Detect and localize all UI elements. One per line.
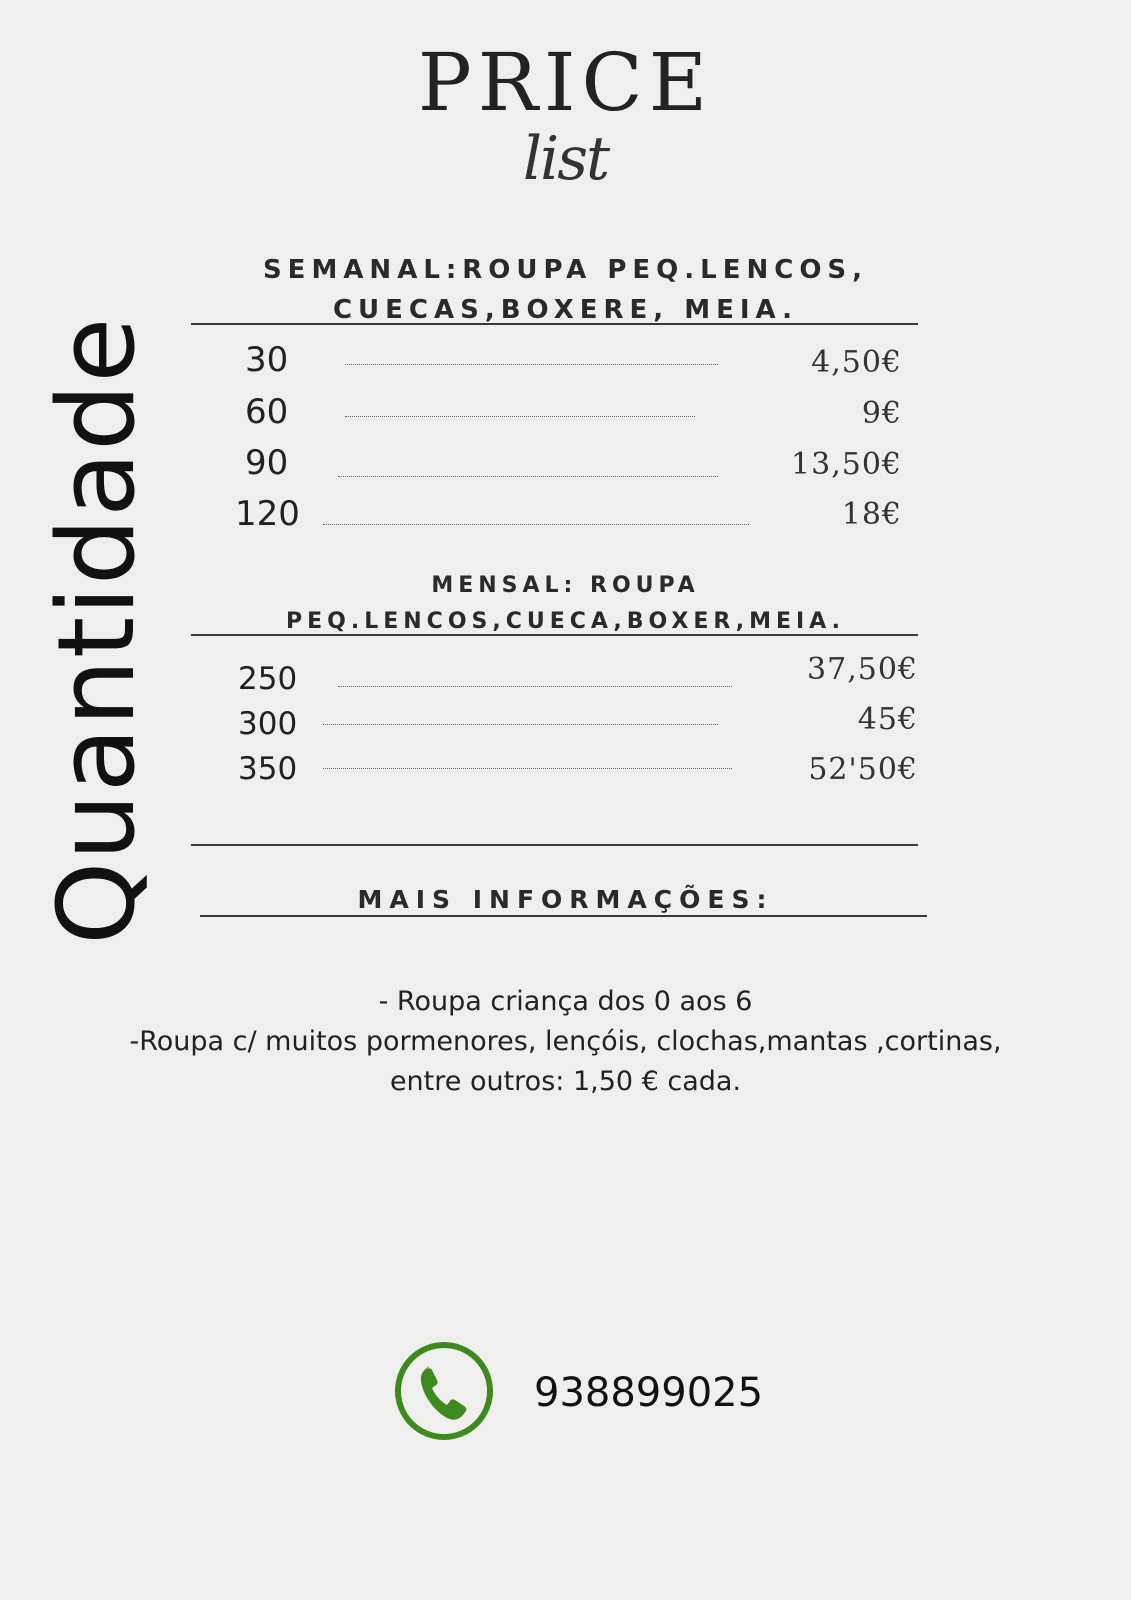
monthly-qty-300: 300 [238, 706, 298, 742]
more-info-divider [200, 915, 927, 917]
info-line: entre outros: 1,50 € cada. [389, 1066, 742, 1097]
section-divider [191, 844, 918, 846]
weekly-heading-line1: SEMANAL:ROUPA PEQ.LENCOS, [262, 255, 869, 285]
monthly-qty-350: 350 [238, 751, 298, 787]
weekly-heading [0, 250, 1131, 330]
weekly-price-120: 18€ [841, 497, 902, 532]
weekly-qty-120: 120 [235, 494, 300, 534]
monthly-price-250: 37,50€ [807, 652, 918, 687]
monthly-heading [0, 568, 1131, 640]
dot-leader [338, 686, 732, 687]
monthly-qty-250: 250 [238, 661, 298, 697]
phone-number[interactable]: 938899025 [534, 1370, 764, 1416]
info-line: -Roupa c/ muitos pormenores, lençóis, clochas,mantas ,cortinas, [129, 1026, 1002, 1057]
weekly-price-30: 4,50€ [811, 345, 902, 380]
page-title: PRICE [417, 36, 714, 129]
dot-leader [323, 524, 749, 525]
dot-leader [345, 364, 718, 365]
info-line: - Roupa criança dos 0 aos 6 [378, 986, 753, 1017]
weekly-price-90: 13,50€ [791, 447, 902, 482]
more-info-heading: MAIS INFORMAÇÕES: [357, 885, 774, 914]
weekly-price-60: 9€ [861, 396, 902, 431]
weekly-qty-30: 30 [245, 340, 289, 380]
dot-leader [323, 768, 732, 769]
weekly-qty-60: 60 [245, 392, 289, 432]
dot-leader [345, 416, 695, 417]
monthly-price-300: 45€ [857, 702, 918, 737]
dot-leader [338, 476, 718, 477]
side-label-quantidade: Quantidade [35, 316, 158, 945]
more-info-text [0, 982, 1131, 1102]
page-subtitle: list [522, 124, 609, 194]
phone-icon [393, 1340, 495, 1442]
monthly-price-350: 52'50€ [808, 752, 918, 787]
monthly-divider [191, 634, 918, 636]
monthly-heading-line1: MENSAL: ROUPA [431, 573, 700, 598]
weekly-divider [191, 323, 918, 325]
weekly-heading-line2: CUECAS,BOXERE, MEIA. [332, 295, 799, 325]
monthly-heading-line2: PEQ.LENCOS,CUECA,BOXER,MEIA. [286, 609, 845, 634]
weekly-qty-90: 90 [245, 443, 289, 483]
dot-leader [323, 724, 718, 725]
